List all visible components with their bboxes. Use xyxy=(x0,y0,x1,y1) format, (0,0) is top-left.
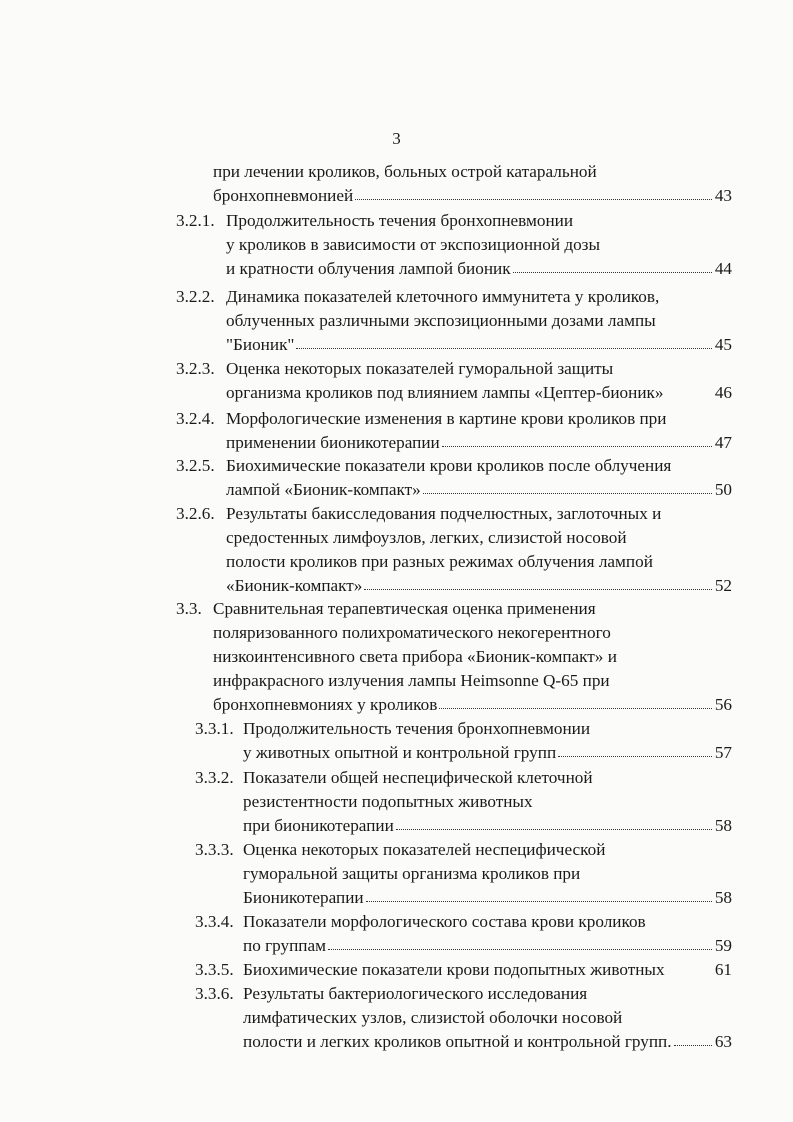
dot-leader xyxy=(328,935,712,950)
dot-leader xyxy=(665,383,711,397)
toc-entry-line xyxy=(213,669,610,692)
toc-entry-title-text: у животных опытной и контрольной групп xyxy=(243,743,557,762)
toc-entry-page: 52 xyxy=(714,576,732,595)
toc-entry-line xyxy=(226,526,627,549)
toc-entry-line xyxy=(243,790,533,813)
toc-entry-title-text: гуморальной защиты организма кроликов при xyxy=(243,864,581,883)
toc-entry-line xyxy=(213,597,596,620)
dot-leader xyxy=(442,432,712,447)
toc-entry-number: 3.3. xyxy=(176,599,202,618)
toc-entry-title-text: «Бионик-компакт» xyxy=(226,576,363,595)
toc-entry-number: 3.3.3. xyxy=(195,840,234,859)
toc-entry-title-text: лампой «Бионик-компакт» xyxy=(226,480,421,499)
toc-entry-title-text: Результаты бактериологического исследования xyxy=(243,984,588,1003)
toc-entry-line xyxy=(243,1006,622,1029)
toc-entry-title-text: Динамика показателей клеточного иммунитета у кроликов, xyxy=(226,287,660,306)
toc-entry-page: 50 xyxy=(714,480,732,499)
toc-entry-line xyxy=(226,309,656,332)
toc-entry-title-text: при бионикотерапии xyxy=(243,816,394,835)
toc-entry-title-text: "Бионик" xyxy=(226,335,295,354)
toc-entry-line xyxy=(226,454,671,477)
toc-entry-line xyxy=(243,982,587,1005)
toc-entry-title-text: Показатели морфологического состава крови кроликов xyxy=(243,912,646,931)
toc-entry-line xyxy=(226,381,732,404)
toc-entry-number: 3.2.3. xyxy=(176,359,215,378)
toc-entry-title-text: Бионикотерапии xyxy=(243,888,364,907)
toc-entry-line xyxy=(243,838,605,861)
toc-entry-title-text: Оценка некоторых показателей гуморальной защиты xyxy=(226,359,614,378)
toc-entry-line xyxy=(226,233,600,256)
toc-entry-page: 59 xyxy=(714,936,732,955)
toc-entry-number: 3.3.4. xyxy=(195,912,234,931)
toc-entry-page: 63 xyxy=(714,1032,732,1051)
dot-leader xyxy=(667,960,712,974)
dot-leader xyxy=(423,479,712,494)
toc-entry-page: 61 xyxy=(714,960,732,979)
dot-leader xyxy=(355,185,712,200)
toc-entry-line xyxy=(243,958,732,981)
page-number: 3 xyxy=(392,129,401,148)
toc-entry-title-text: по группам xyxy=(243,936,327,955)
toc-entry-title-text: резистентности подопытных животных xyxy=(243,792,533,811)
toc-entry-line xyxy=(213,160,597,183)
toc-entry-line xyxy=(243,910,646,933)
toc-entry-page: 56 xyxy=(714,695,732,714)
toc-entry-line xyxy=(226,574,732,597)
toc-entry-title-text: бронхопневмониях у кроликов xyxy=(213,695,438,714)
toc-entry-page: 58 xyxy=(714,816,732,835)
toc-entry-line xyxy=(213,184,732,207)
toc-entry-title-text: бронхопневмонией xyxy=(213,186,354,205)
toc-entry-line xyxy=(243,814,732,837)
toc-entry-number: 3.3.1. xyxy=(195,719,234,738)
toc-entry-line xyxy=(226,285,659,308)
toc-entry-title-text: лимфатических узлов, слизистой оболочки носовой xyxy=(243,1008,623,1027)
dot-leader xyxy=(364,575,711,590)
toc-entry-line xyxy=(226,478,732,501)
toc-entry-title-text: Показатели общей неспецифической клеточной xyxy=(243,768,593,787)
dot-leader xyxy=(439,694,711,709)
toc-entry-title-text: Сравнительная терапевтическая оценка применения xyxy=(213,599,596,618)
toc-entry-line xyxy=(226,257,732,280)
toc-entry-title-text: средостенных лимфоузлов, легких, слизистой носовой xyxy=(226,528,627,547)
toc-entry-title-text: Биохимические показатели крови кроликов после облучения xyxy=(226,456,672,475)
dot-leader xyxy=(558,742,712,757)
dot-leader xyxy=(513,258,712,273)
toc-entry-page: 45 xyxy=(714,335,732,354)
toc-entry-page: 46 xyxy=(714,383,732,402)
toc-entry-number: 3.2.1. xyxy=(176,211,215,230)
dot-leader xyxy=(296,334,711,349)
toc-entry-title-text: Биохимические показатели крови подопытных животных xyxy=(243,960,665,979)
toc-entry-title-text: полости кроликов при разных режимах облучения лампой xyxy=(226,552,653,571)
toc-entry-title-text: организма кроликов под влиянием лампы «Цептер-бионик» xyxy=(226,383,664,402)
toc-entry-number: 3.2.5. xyxy=(176,456,215,475)
toc-entry-line xyxy=(213,693,732,716)
toc-entry-line xyxy=(243,741,732,764)
toc-entry-title-text: Продолжительность течения бронхопневмонии xyxy=(226,211,574,230)
toc-entry-line xyxy=(243,862,580,885)
toc-entry-title-text: полости и легких кроликов опытной и контрольной групп. xyxy=(243,1032,672,1051)
toc-entry-title-text: Оценка некоторых показателей неспецифической xyxy=(243,840,606,859)
dot-leader xyxy=(674,1031,712,1046)
toc-entry-title-text: Результаты бакисследования подчелюстных, заглоточных и xyxy=(226,504,662,523)
toc-entry-number: 3.2.2. xyxy=(176,287,215,306)
toc-entry-page: 58 xyxy=(714,888,732,907)
toc-entry-title-text: и кратности облучения лампой бионик xyxy=(226,259,511,278)
toc-entry-line xyxy=(213,621,611,644)
toc-entry-number: 3.3.2. xyxy=(195,768,234,787)
toc-entry-title-text: Продолжительность течения бронхопневмонии xyxy=(243,719,591,738)
toc-entry-line xyxy=(226,550,653,573)
toc-entry-line xyxy=(243,934,732,957)
toc-entry-line xyxy=(226,333,732,356)
toc-entry-title-text: облученных различными экспозиционными дозами лампы xyxy=(226,311,656,330)
toc-entry-number: 3.2.4. xyxy=(176,409,215,428)
toc-entry-line xyxy=(226,502,661,525)
toc-entry-title-text: Морфологические изменения в картине крови кроликов при xyxy=(226,409,667,428)
toc-entry-line xyxy=(243,1030,732,1053)
toc-entry-line xyxy=(243,717,590,740)
toc-entry-line xyxy=(226,407,666,430)
dot-leader xyxy=(396,815,712,830)
toc-entry-number: 3.3.6. xyxy=(195,984,234,1003)
toc-entry-line xyxy=(243,766,593,789)
toc-entry-title-text: инфракрасного излучения лампы Heimsonne Q-65 при xyxy=(213,671,610,690)
toc-entry-line xyxy=(226,209,573,232)
toc-entry-title-text: при лечении кроликов, больных острой катаральной xyxy=(213,162,597,181)
toc-entry-title-text: низкоинтенсивного света прибора «Бионик-компакт» и xyxy=(213,647,617,666)
toc-entry-title-text: у кроликов в зависимости от экспозиционной дозы xyxy=(226,235,600,254)
toc-entry-number: 3.3.5. xyxy=(195,960,234,979)
toc-entry-number: 3.2.6. xyxy=(176,504,215,523)
toc-entry-title-text: поляризованного полихроматического некогерентного xyxy=(213,623,611,642)
dot-leader xyxy=(366,887,712,902)
toc-entry-line xyxy=(226,357,613,380)
toc-entry-line xyxy=(226,431,732,454)
toc-entry-page: 43 xyxy=(714,186,732,205)
toc-entry-line xyxy=(243,886,732,909)
toc-entry-title-text: применении бионикотерапии xyxy=(226,433,440,452)
toc-entry-line xyxy=(213,645,617,668)
toc-entry-page: 47 xyxy=(714,433,732,452)
toc-entry-page: 57 xyxy=(714,743,732,762)
toc-entry-page: 44 xyxy=(714,259,732,278)
